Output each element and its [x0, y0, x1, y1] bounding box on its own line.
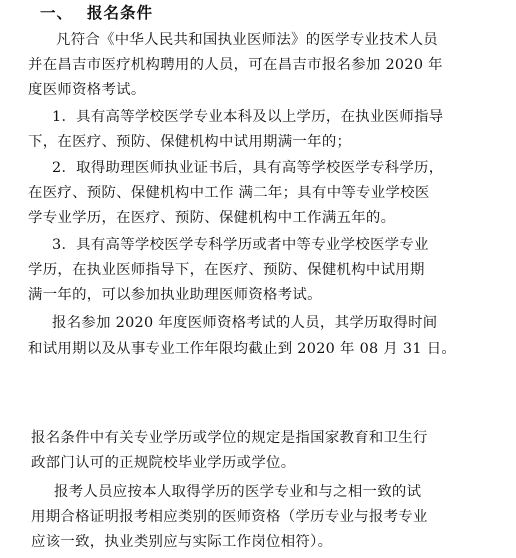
intro-line-3: 度医师资格考试。	[28, 82, 146, 98]
condition-3-line-2: 学历，在执业医师指导下，在医疗、预防、保健机构中试用期	[28, 262, 425, 278]
condition-1-line-2: 下，在医疗、预防、保健机构中试用期满一年的；	[28, 134, 352, 150]
category-line-1: 报考人员应按本人取得学历的医学专业和与之相一致的试	[54, 484, 422, 500]
condition-2-line-3: 学专业学历，在医疗、预防、保健机构中工作满五年的。	[28, 210, 396, 226]
degree-line-1: 报名条件中有关专业学历或学位的规定是指国家教育和卫生行	[31, 430, 428, 446]
condition-2-line-1: 2．取得助理医师执业证书后，具有高等学校医学专科学历，	[52, 160, 444, 176]
category-line-2: 用期合格证明报考相应类别的医师资格（学历专业与报考专业	[31, 509, 428, 525]
section-number: 一、	[40, 4, 74, 22]
degree-line-2: 政部门认可的正规院校毕业学历或学位。	[31, 455, 296, 471]
section-heading	[40, 2, 153, 24]
intro-line-1: 凡符合《中华人民共和国执业医师法》的医学专业技术人员	[56, 32, 438, 48]
category-line-3: 应该一致，执业类别应与实际工作岗位相符）。	[31, 534, 333, 550]
deadline-line-1: 报名参加 2020 年度医师资格考试的人员，其学历取得时间	[52, 315, 438, 331]
condition-3-line-1: 3．具有高等学校医学专科学历或者中等专业学校医学专业	[52, 237, 429, 253]
condition-2-line-2: 在医疗、预防、保健机构中工作 满二年；具有中等专业学校医	[28, 185, 430, 201]
section-title: 报名条件	[87, 4, 154, 22]
condition-3-line-3: 满一年的，可以参加执业助理医师资格考试。	[28, 287, 322, 303]
intro-line-2: 并在昌吉市医疗机构聘用的人员，可在昌吉市报名参加 2020 年	[28, 57, 443, 73]
deadline-line-2: 和试用期以及从事专业工作年限均截止到 2020 年 08 月 31 日。	[28, 341, 457, 357]
condition-1-line-1: 1．具有高等学校医学专业本科及以上学历，在执业医师指导	[52, 109, 444, 125]
